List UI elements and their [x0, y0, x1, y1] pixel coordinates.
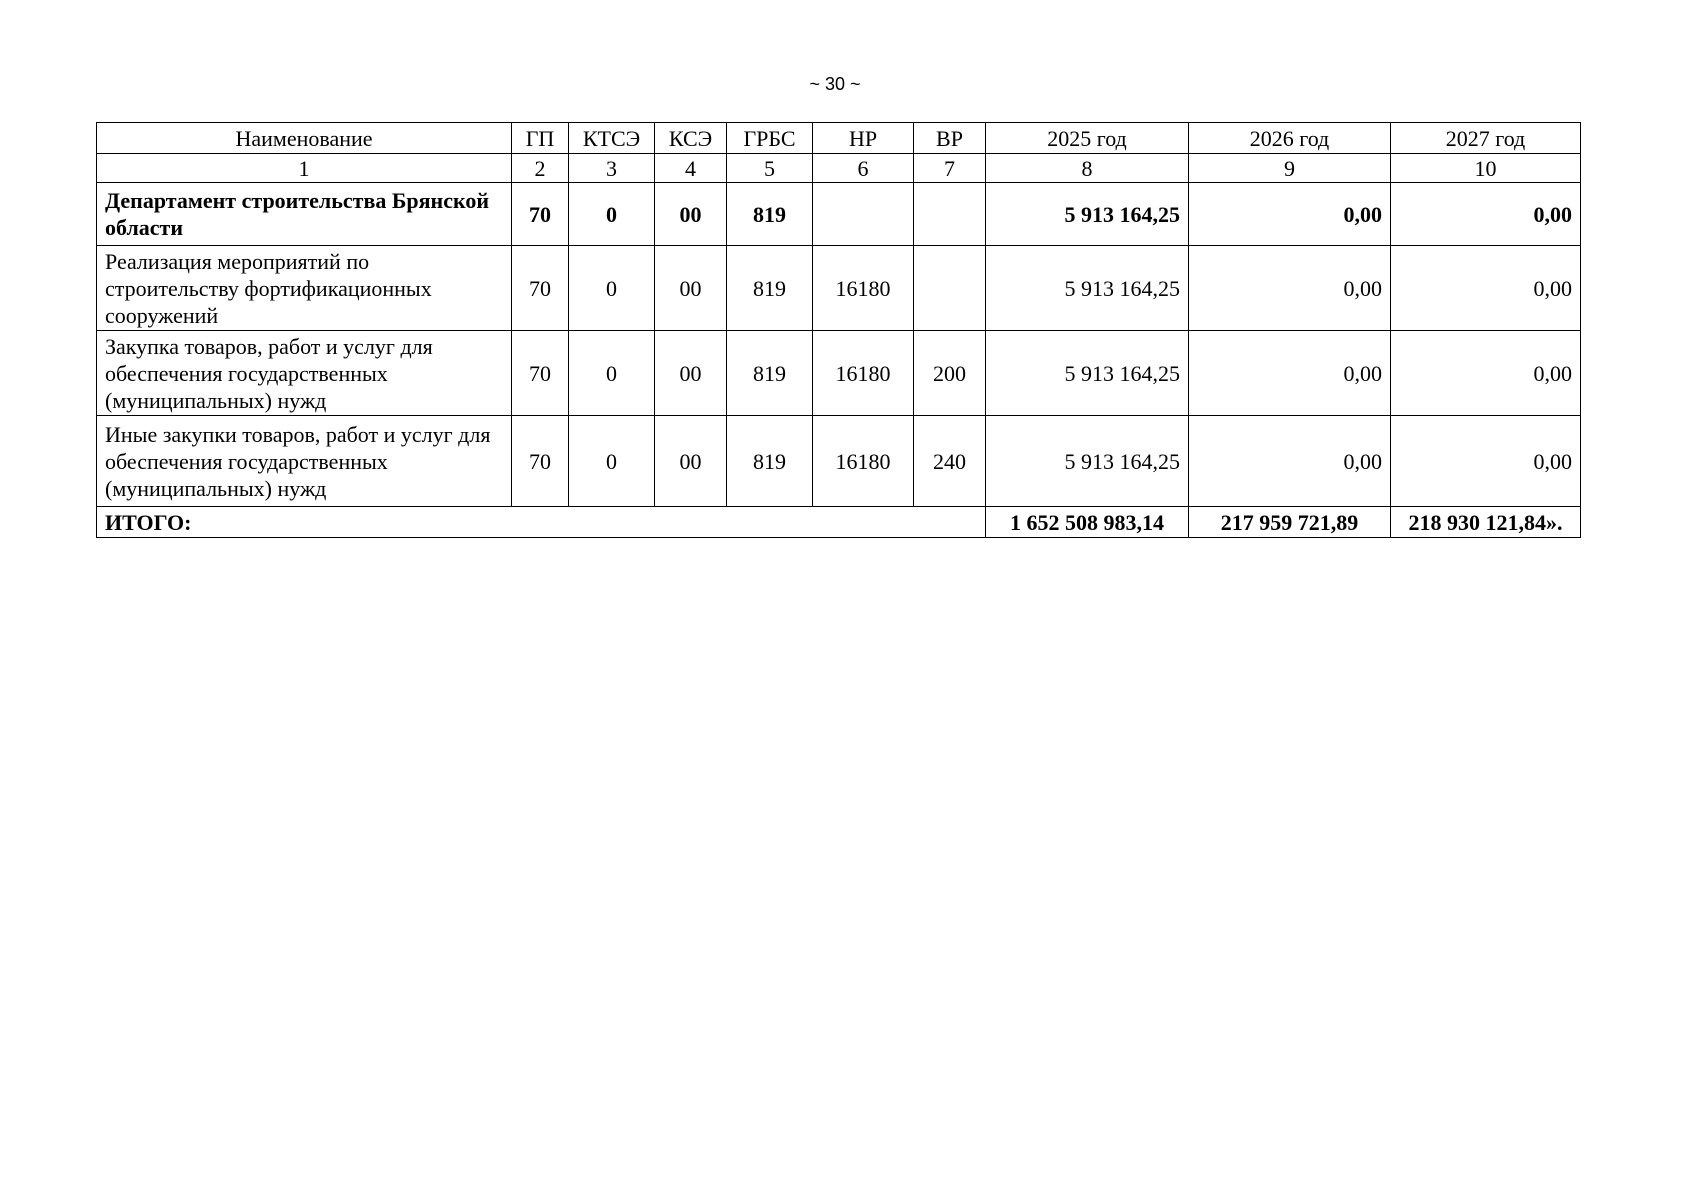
total-label: ИТОГО: — [97, 507, 986, 538]
row-kse: 00 — [655, 416, 727, 507]
row-vr — [914, 246, 986, 331]
row-2026: 0,00 — [1189, 246, 1391, 331]
column-number: 10 — [1391, 154, 1581, 183]
row-2027: 0,00 — [1391, 246, 1581, 331]
total-2025: 1 652 508 983,14 — [986, 507, 1189, 538]
row-2027: 0,00 — [1391, 183, 1581, 246]
row-name: Иные закупки товаров, работ и услуг для обеспечения государственных (муниципальных) нужд — [97, 416, 512, 507]
total-2026: 217 959 721,89 — [1189, 507, 1391, 538]
row-gp: 70 — [512, 183, 569, 246]
column-number: 6 — [813, 154, 914, 183]
column-number: 9 — [1189, 154, 1391, 183]
row-vr — [914, 183, 986, 246]
column-number: 8 — [986, 154, 1189, 183]
header-ktse: КТСЭ — [569, 123, 655, 154]
row-2026: 0,00 — [1189, 183, 1391, 246]
header-nr: НР — [813, 123, 914, 154]
row-vr: 240 — [914, 416, 986, 507]
header-2026: 2026 год — [1189, 123, 1391, 154]
column-number: 2 — [512, 154, 569, 183]
row-kse: 00 — [655, 331, 727, 416]
row-name: Реализация мероприятий по строительству фортификационных сооружений — [97, 246, 512, 331]
row-2025: 5 913 164,25 — [986, 416, 1189, 507]
row-name: Департамент строительства Брянской области — [97, 183, 512, 246]
page-number: ~ 30 ~ — [809, 74, 861, 94]
row-2025: 5 913 164,25 — [986, 246, 1189, 331]
budget-table — [96, 122, 1581, 538]
column-number: 7 — [914, 154, 986, 183]
row-nr — [813, 183, 914, 246]
header-row — [97, 123, 1581, 154]
row-gp: 70 — [512, 246, 569, 331]
row-2027: 0,00 — [1391, 416, 1581, 507]
column-number: 1 — [97, 154, 512, 183]
row-kse: 00 — [655, 183, 727, 246]
row-kse: 00 — [655, 246, 727, 331]
row-ktse: 0 — [569, 331, 655, 416]
row-2026: 0,00 — [1189, 331, 1391, 416]
column-number-row — [97, 154, 1581, 183]
header-kse: КСЭ — [655, 123, 727, 154]
column-number: 5 — [727, 154, 813, 183]
header-name: Наименование — [97, 123, 512, 154]
row-grbs: 819 — [727, 246, 813, 331]
header-vr: ВР — [914, 123, 986, 154]
header-grbs: ГРБС — [727, 123, 813, 154]
table-row — [97, 183, 1581, 246]
row-ktse: 0 — [569, 416, 655, 507]
row-gp: 70 — [512, 416, 569, 507]
table-row — [97, 416, 1581, 507]
header-2025: 2025 год — [986, 123, 1189, 154]
row-2025: 5 913 164,25 — [986, 183, 1189, 246]
row-2026: 0,00 — [1189, 416, 1391, 507]
row-grbs: 819 — [727, 331, 813, 416]
row-2025: 5 913 164,25 — [986, 331, 1189, 416]
header-gp: ГП — [512, 123, 569, 154]
total-2027: 218 930 121,84». — [1391, 507, 1581, 538]
row-vr: 200 — [914, 331, 986, 416]
total-row — [97, 507, 1581, 538]
row-2027: 0,00 — [1391, 331, 1581, 416]
row-grbs: 819 — [727, 416, 813, 507]
row-nr: 16180 — [813, 416, 914, 507]
row-nr: 16180 — [813, 246, 914, 331]
row-grbs: 819 — [727, 183, 813, 246]
row-ktse: 0 — [569, 246, 655, 331]
row-gp: 70 — [512, 331, 569, 416]
column-number: 3 — [569, 154, 655, 183]
table-row — [97, 246, 1581, 331]
row-name: Закупка товаров, работ и услуг для обеспечения государственных (муниципальных) нужд — [97, 331, 512, 416]
row-nr: 16180 — [813, 331, 914, 416]
header-2027: 2027 год — [1391, 123, 1581, 154]
row-ktse: 0 — [569, 183, 655, 246]
table-row — [97, 331, 1581, 416]
column-number: 4 — [655, 154, 727, 183]
